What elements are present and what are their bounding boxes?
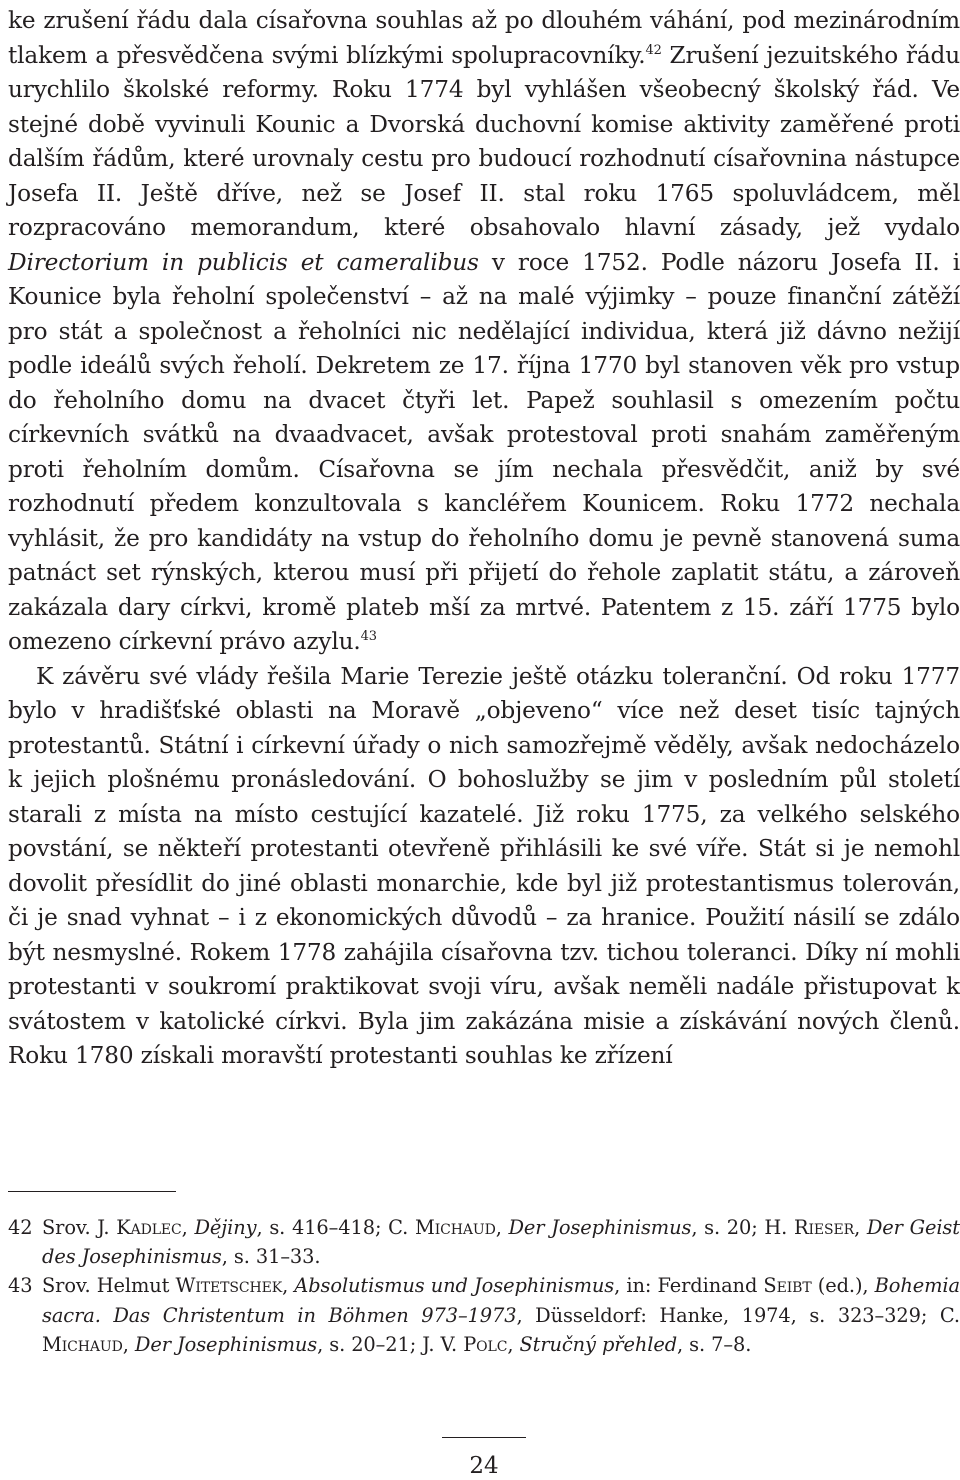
text-run: , s. 20–21; J. V. — [317, 1332, 464, 1356]
paragraph-2: K závěru své vlády řešila Marie Terezie ještě otázku toleranční. Od roku 1777 bylo v hradišťské oblasti na Moravě „objeveno“ více než deset tisíc tajných protestantů. Státní i církevní úřady o nich samozřejmě věděly, avšak nedocházelo k jejich plošnému pronásledování. O bohoslužby se jim v posledním půl století starali z místa na místo cestující kazatelé. Již roku 1775, za velkého selského povstání, se někteří protestanti otevřeně přihlásili ke své víře. Stát si je nemohl dovolit přesídlit do jiné oblasti monarchie, kde byl již protestantismus tolerován, či je snad vyhnat – i z ekonomických důvodů – za hranice. Použití násilí se zdálo být nesmyslné. Rokem 1778 zahájila císařovna tzv. tichou toleranci. Díky ní mohli protestanti v soukromí praktikovat svoji víru, avšak neměli nadále přistupovat k svátostem v katolické církvi. Byla jim zakázána misie a získávání nových členů. Roku 1780 získali moravští protestanti souhlas ke zřízení — [8, 662, 960, 1069]
footnote-ref-42: 42 — [645, 42, 662, 58]
author-name: Seibt — [763, 1274, 812, 1298]
text-run: (ed.), — [811, 1274, 875, 1298]
author-name: Rieser — [793, 1216, 855, 1239]
text-run: , s. 20; H. — [691, 1216, 794, 1239]
text-run: , s. 416–418; C. — [256, 1216, 415, 1239]
work-title: Der Geist des Josephinismus — [42, 1216, 960, 1269]
text-run: ke zrušení řádu dala císařovna souhlas až po dlouhém váhání, pod mezinárodním tlakem a přesvědčena svými blízkými spolupracovníky. — [8, 7, 960, 69]
footnote-separator — [8, 1191, 176, 1192]
footnote-number: 42 — [8, 1216, 33, 1239]
footnote-42 — [8, 1213, 960, 1271]
work-title: Dějiny — [194, 1216, 257, 1239]
footnote-43 — [8, 1271, 960, 1359]
page-number-rule — [442, 1437, 526, 1438]
text-run: Srov. Helmut — [42, 1274, 176, 1298]
author-name: Kadlec — [116, 1216, 182, 1239]
work-title: Bohemia sacra. Das Christentum in Böhmen 973–1973 — [42, 1274, 960, 1327]
body-text — [8, 4, 960, 1074]
paragraph-1 — [8, 4, 960, 660]
page-number: 24 — [469, 1453, 499, 1479]
italic-title: Directorium in publicis et cameralibus — [8, 248, 479, 276]
footnote-ref-43: 43 — [360, 629, 377, 644]
work-title: Stručný přehled — [519, 1332, 678, 1356]
work-title: Absolutismus und Josephinismus — [294, 1274, 615, 1298]
author-name: Michaud — [42, 1332, 123, 1356]
text-run: , s. 7–8. — [677, 1332, 752, 1356]
footnote-text: Srov. Helmut Witetschek, Absolutismus und Josephinismus, in: Ferdinand Seibt (ed.), Bohemia sacra. Das Christentum in Böhmen 973–1973, Düsseldorf: Hanke, 1974, s. 323–329; C. Michaud, Der Josephinismus, s. 20–21; J. V. Polc, Stručný přehled, s. 7–8. — [42, 1274, 960, 1356]
author-name: Michaud — [414, 1216, 496, 1239]
text-run: Zrušení jezuitského řádu urychlilo školské reformy. Roku 1774 byl vyhlášen všeobecný školský řád. Ve stejné době vyvinuli Kounic a Dvorská duchovní komise aktivity zaměřené proti dalším řádům, které urovnaly cestu pro budoucí rozhodnutí císařovnina nástupce Josefa II. Ještě dříve, než se Josef II. stal roku 1765 spoluvládcem, měl rozpracováno memorandum, které obsahovalo hlavní zásady, jež vydalo — [8, 41, 960, 241]
author-name: Polc — [463, 1332, 508, 1356]
footnote-text: Srov. J. Kadlec, Dějiny, s. 416–418; C. Michaud, Der Josephinismus, s. 20; H. Rieser, Der Geist des Josephinismus, s. 31–33. — [42, 1216, 960, 1269]
text-run: v roce 1752. Podle názoru Josefa II. i Kounice byla řeholní společenství – až na malé výjimky – pouze finanční zátěží pro stát a společnost a řeholníci nic nedělající individua, která již dávno nežijí podle ideálů svých řeholí. Dekretem ze 17. října 1770 byl stanoven věk pro vstup do řeholního domu na dvacet čtyři let. Papež souhlasil s omezením počtu církevních svátků na dvaadvacet, avšak protestoval proti snahám zaměřeným proti řeholním domům. Císařovna se jím nechala přesvědčit, aniž by své rozhodnutí předem konzultovala s kancléřem Kounicem. Roku 1772 nechala vyhlásit, že pro kandidáty na vstup do řeholního domu je pevně stanovená suma patnáct set rýnských, kterou musí při přijetí do řehole zaplatit státu, a zároveň zakázala dary církvi, kromě plateb mší za mrtvé. Patentem z 15. září 1775 bylo omezeno církevní právo azylu. — [8, 248, 960, 655]
footnotes — [8, 1213, 960, 1359]
text-run: , Düsseldorf: Hanke, 1974, s. 323–329; C. — [516, 1303, 960, 1327]
author-name: Witetschek — [175, 1274, 283, 1298]
work-title: Der Josephinismus — [508, 1216, 692, 1239]
text-run: Srov. J. — [42, 1216, 117, 1239]
text-run: , in: Ferdinand — [614, 1274, 764, 1298]
work-title: Der Josephinismus — [134, 1332, 318, 1356]
footnote-number: 43 — [8, 1274, 33, 1298]
text-run: , s. 31–33. — [221, 1245, 321, 1269]
